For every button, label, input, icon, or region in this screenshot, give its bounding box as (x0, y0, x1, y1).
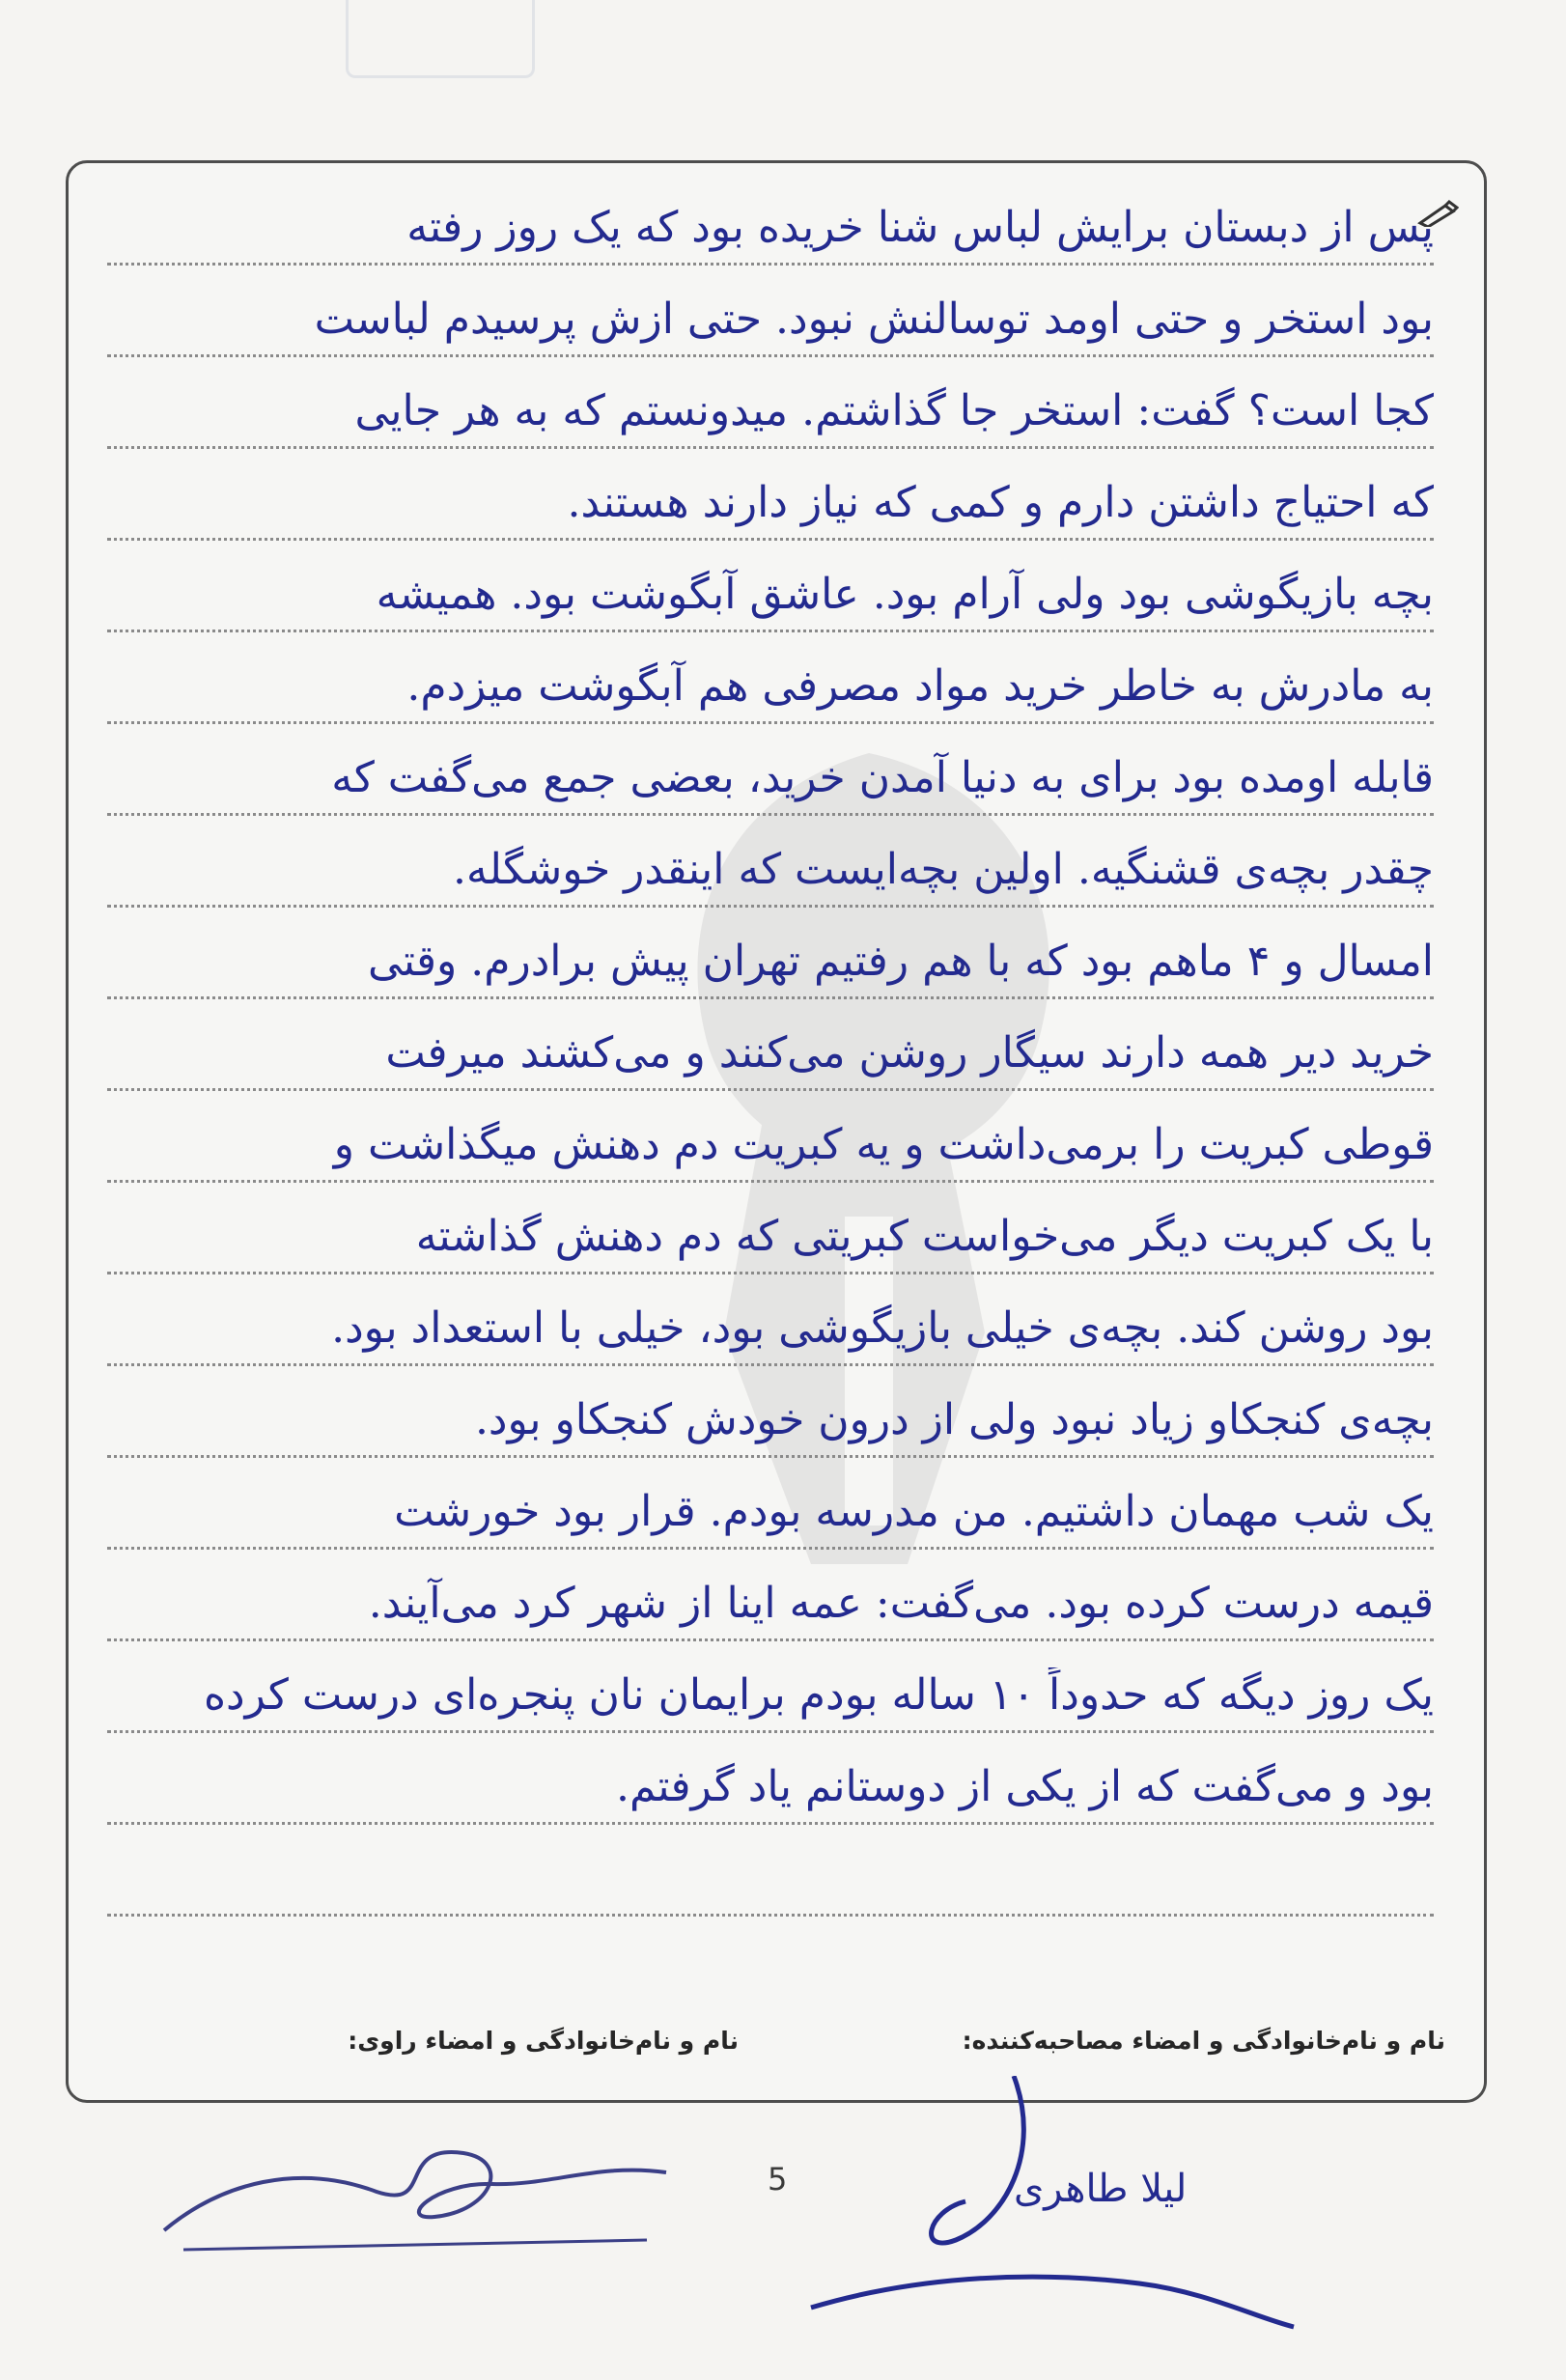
ruled-line (107, 1834, 1434, 1917)
ruled-line (107, 1191, 1434, 1274)
ruled-line (107, 274, 1434, 357)
handwritten-line: بچه‌ی کنجکاو زیاد نبود ولی از درون خودش کنجکاو بود. (474, 1395, 1434, 1444)
ruled-line (107, 549, 1434, 632)
handwritten-line: با یک کبریت دیگر می‌خواست کبریتی که دم دهنش گذاشته (415, 1212, 1434, 1261)
handwritten-line: به مادرش به خاطر خرید مواد مصرفی هم آبگوشت میزدم. (406, 661, 1434, 711)
ruled-line (107, 182, 1434, 266)
narrator-signature-label: نام و نام‌خانوادگی و امضاء راوی: (348, 2027, 739, 2055)
handwritten-body (107, 163, 1445, 2106)
ruled-line (107, 916, 1434, 999)
ruled-line (107, 1100, 1434, 1183)
handwritten-line: بود روشن کند. بچه‌ی خیلی بازیگوشی بود، خیلی با استعداد بود. (331, 1303, 1434, 1353)
handwritten-line: بود استخر و حتی اومد توسالنش نبود. حتی ازش پرسیدم لباست (314, 294, 1434, 344)
handwritten-line: قیمه درست کرده بود. می‌گفت: عمه اینا از شهر کرد می‌آیند. (368, 1579, 1434, 1628)
ruled-line (107, 1467, 1434, 1550)
ruled-line (107, 1008, 1434, 1091)
ruled-line (107, 1558, 1434, 1641)
handwritten-line: یک روز دیگه که حدوداً ۱۰ ساله بودم برایمان نان پنجره‌ای درست کرده (203, 1670, 1434, 1720)
interviewer-signature-label: نام و نام‌خانوادگی و امضاء مصاحبه‌کننده: (962, 2027, 1445, 2055)
ruled-line (107, 733, 1434, 816)
narrator-signature (145, 2124, 685, 2269)
interviewer-signature (772, 2076, 1313, 2366)
faint-stamp (346, 0, 535, 78)
handwritten-line: یک شب مهمان داشتیم. من مدرسه بودم. قرار بود خورشت (394, 1487, 1434, 1536)
ruled-line (107, 641, 1434, 724)
ruled-line (107, 458, 1434, 541)
ruled-frame (66, 160, 1487, 2103)
handwritten-line: قوطی کبریت را برمی‌داشت و یه کبریت دم دهنش میگذاشت و (333, 1120, 1434, 1169)
ruled-line (107, 1283, 1434, 1366)
ruled-line (107, 1742, 1434, 1825)
page-number: 5 (768, 2161, 788, 2198)
handwritten-line: امسال و ۴ ماهم بود که با هم رفتیم تهران پیش برادرم. وقتی (368, 937, 1434, 986)
ruled-line (107, 825, 1434, 908)
handwritten-line: بود و می‌گفت که از یکی از دوستانم یاد گرفتم. (615, 1762, 1434, 1811)
handwritten-line: خرید دیر همه دارند سیگار روشن می‌کنند و می‌کشند میرفت (385, 1028, 1434, 1078)
handwritten-line: چقدر بچه‌ی قشنگیه. اولین بچه‌ایست که اینقدر خوشگله. (452, 845, 1434, 894)
handwritten-line: بچه بازیگوشی بود ولی آرام بود. عاشق آبگوشت بود. همیشه (376, 570, 1434, 619)
ruled-line (107, 1650, 1434, 1733)
handwritten-line: که احتیاج داشتن دارم و کمی که نیاز دارند هستند. (567, 478, 1434, 527)
signature-footer (107, 2027, 1445, 2075)
ruled-line (107, 366, 1434, 449)
handwritten-line: پس از دبستان برایش لباس شنا خریده بود که یک روز رفته (406, 203, 1434, 252)
handwritten-line: کجا است؟ گفت: استخر جا گذاشتم. میدونستم که به هر جایی (354, 386, 1434, 435)
ruled-line (107, 1375, 1434, 1458)
signature-name: لیلا طاهری (1014, 2167, 1188, 2211)
handwritten-line: قابله اومده بود برای به دنیا آمدن خرید، بعضی جمع می‌گفت که (331, 753, 1434, 802)
